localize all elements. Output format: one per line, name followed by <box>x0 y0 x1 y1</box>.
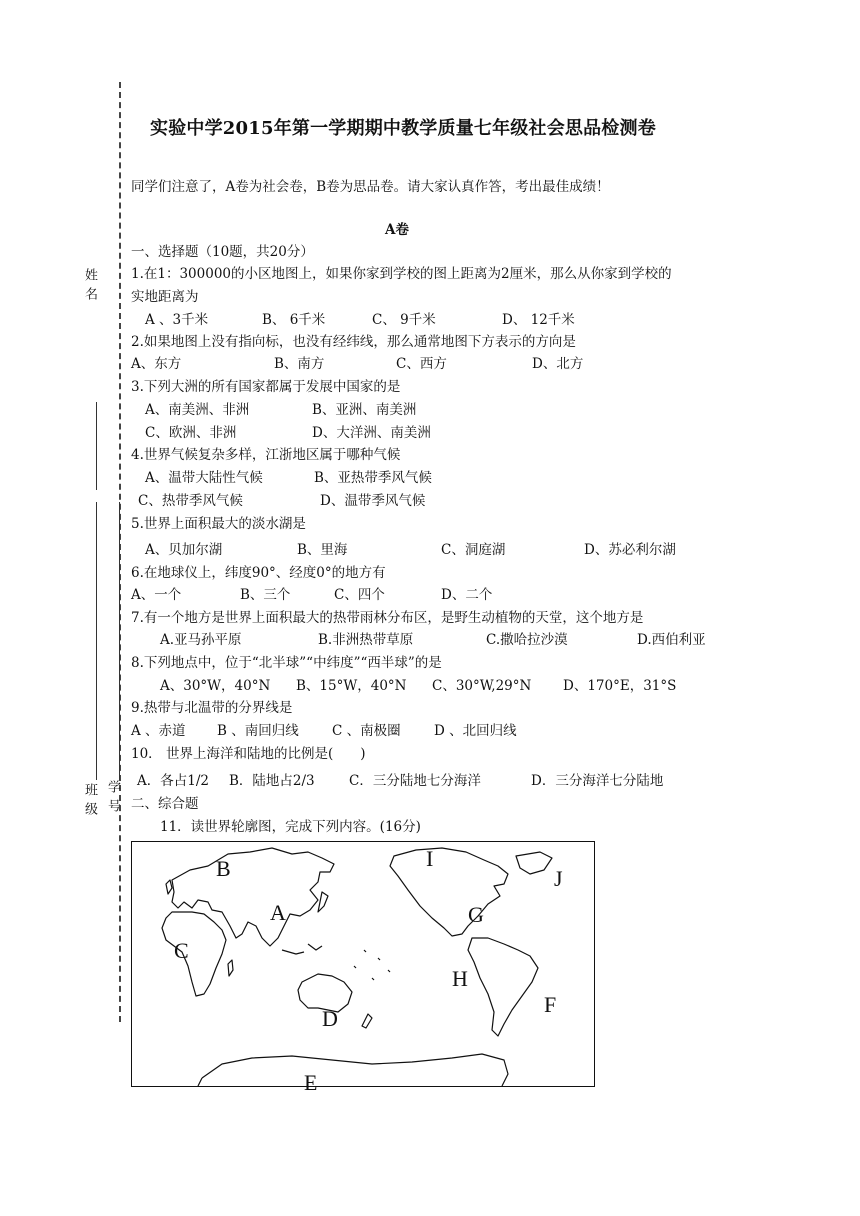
map-label-g: G <box>468 902 484 927</box>
world-map-drawing <box>132 842 594 1086</box>
q5-option-c: C、洞庭湖 <box>441 542 506 558</box>
q5-option-a: A、贝加尔湖 <box>145 542 223 558</box>
q7-option-c: C.撒哈拉沙漠 <box>486 632 568 648</box>
q3-option-b: B、亚洲、南美洲 <box>312 402 417 418</box>
q1-stem-line2: 实地距离为 <box>131 289 199 305</box>
q3-option-a: A、南美洲、非洲 <box>145 402 250 418</box>
q1-stem-line1: 1.在1：300000的小区地图上，如果你家到学校的图上距离为2厘米，那么从你家到学校的 <box>131 266 672 282</box>
map-label-a: A <box>270 900 286 925</box>
map-label-b: B <box>216 856 231 881</box>
q7-option-a: A.亚马孙平原 <box>160 632 242 648</box>
q10-option-b: B．陆地占2/3 <box>229 773 315 789</box>
q6-option-b: B、三个 <box>240 587 291 603</box>
q2-option-c: C、西方 <box>396 356 447 372</box>
q6-option-c: C、四个 <box>334 587 385 603</box>
part2-heading: 二、综合题 <box>131 796 199 812</box>
q10-stem: 10． 世界上海洋和陆地的比例是( ) <box>131 746 366 762</box>
q10-option-c: C．三分陆地七分海洋 <box>349 773 481 789</box>
q4-option-b: B、亚热带季风气候 <box>314 470 432 486</box>
map-label-e: E <box>304 1070 318 1095</box>
q8-option-c: C、30°W,29°N <box>432 678 532 694</box>
side-label-name: 姓名 <box>82 268 97 306</box>
q4-option-a: A、温带大陆性气候 <box>145 470 263 486</box>
q9-option-b: B 、南回归线 <box>217 723 299 739</box>
q1-option-b: B、 6千米 <box>262 312 326 328</box>
q9-option-c: C 、南极圈 <box>332 723 401 739</box>
q4-stem: 4.世界气候复杂多样，江浙地区属于哪种气候 <box>131 447 401 463</box>
q3-option-c: C、欧洲、非洲 <box>145 425 237 441</box>
q6-stem: 6.在地球仪上，纬度90°、经度0°的地方有 <box>131 565 386 581</box>
q2-option-a: A、东方 <box>131 356 182 372</box>
map-label-f: F <box>544 992 557 1017</box>
q7-stem: 7.有一个地方是世界上面积最大的热带雨林分布区，是野生动植物的天堂，这个地方是 <box>131 610 644 626</box>
q3-stem: 3.下列大洲的所有国家都属于发展中国家的是 <box>131 379 401 395</box>
q3-option-d: D、大洋洲、南美洲 <box>312 425 431 441</box>
q10-option-d: D．三分海洋七分陆地 <box>531 773 664 789</box>
q10-option-a: A．各占1/2 <box>137 773 209 789</box>
class-underline <box>96 502 97 780</box>
section-a-heading: A卷 <box>385 222 409 238</box>
q11-stem: 11．读世界轮廓图，完成下列内容。(16分) <box>160 819 421 835</box>
q4-option-d: D、温带季风气候 <box>320 493 426 509</box>
q6-option-d: D、二个 <box>441 587 493 603</box>
q9-option-a: A 、赤道 <box>131 723 186 739</box>
q9-option-d: D 、北回归线 <box>434 723 517 739</box>
q1-option-c: C、 9千米 <box>372 312 436 328</box>
q1-option-a: A 、3千米 <box>145 312 209 328</box>
exam-title: 实验中学2015年第一学期期中教学质量七年级社会思品检测卷 <box>150 118 656 139</box>
map-label-j: J <box>554 866 563 891</box>
side-label-class: 班级 <box>82 783 97 821</box>
map-label-c: C <box>174 938 189 963</box>
q7-option-b: B.非洲热带草原 <box>318 632 414 648</box>
part1-heading: 一、选择题（10题，共20分） <box>131 244 314 260</box>
q2-option-b: B、南方 <box>274 356 325 372</box>
q8-option-b: B、15°W，40°N <box>296 678 407 694</box>
q5-stem: 5.世界上面积最大的淡水湖是 <box>131 516 306 532</box>
map-label-h: H <box>452 966 468 991</box>
world-outline-map <box>131 841 595 1095</box>
q4-option-c: C、热带季风气候 <box>138 493 243 509</box>
map-label-d: D <box>322 1006 338 1031</box>
q1-option-d: D、 12千米 <box>502 312 575 328</box>
q5-option-d: D、苏必利尔湖 <box>584 542 676 558</box>
q2-option-d: D、北方 <box>532 356 584 372</box>
side-label-number: 学号 <box>105 780 120 818</box>
q7-option-d: D.西伯利亚 <box>637 632 706 648</box>
number-underline <box>119 502 120 780</box>
q8-option-a: A、30°W，40°N <box>160 678 271 694</box>
q6-option-a: A、一个 <box>131 587 182 603</box>
q9-stem: 9.热带与北温带的分界线是 <box>131 700 293 716</box>
q8-option-d: D、170°E，31°S <box>563 678 677 694</box>
intro-text: 同学们注意了，A卷为社会卷，B卷为思品卷。请大家认真作答，考出最佳成绩！ <box>131 179 610 195</box>
q8-stem: 8.下列地点中，位于“北半球”“中纬度”“西半球”的是 <box>131 655 442 671</box>
map-label-i: I <box>426 846 434 871</box>
q2-stem: 2.如果地图上没有指向标，也没有经纬线，那么通常地图下方表示的方向是 <box>131 334 576 350</box>
q5-option-b: B、里海 <box>297 542 348 558</box>
name-underline <box>96 402 97 490</box>
